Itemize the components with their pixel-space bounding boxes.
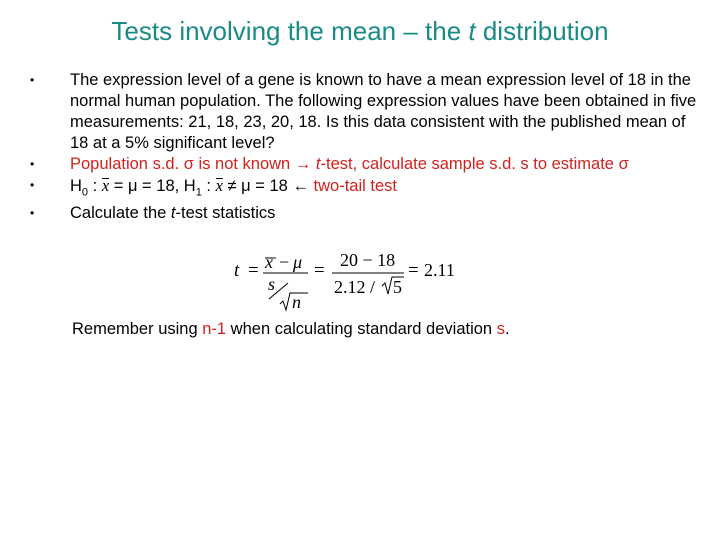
formula-equals: = [248, 260, 259, 281]
mu-symbol: μ [127, 177, 138, 195]
bullet-dot: • [30, 178, 35, 192]
value-text: = 18, H [137, 177, 196, 195]
sigma-symbol: σ [618, 155, 629, 173]
formula-minus: − [279, 252, 290, 272]
x-bar-symbol: x [215, 176, 223, 195]
bullet-text: Calculate the [70, 204, 171, 223]
sigma-symbol: σ [183, 155, 194, 173]
value-text: = 18 [250, 177, 293, 195]
colon: : [88, 177, 102, 195]
formula-equals: = [314, 260, 325, 281]
bullet-text: -test, calculate sample s.d. s to estimate [320, 155, 619, 173]
bullet-text: -test statistics [175, 204, 276, 223]
formula-x: x [265, 252, 273, 272]
mu-symbol: μ [241, 177, 251, 195]
s-symbol: s [496, 320, 505, 338]
title-t: t [468, 16, 476, 46]
formula-n: n [292, 292, 301, 312]
bullet-item [30, 203, 700, 224]
formula-sqrt-value: 5 [393, 277, 402, 297]
note-text: when calculating standard deviation [226, 320, 497, 338]
formula-mu: μ [293, 252, 303, 272]
remember-note [72, 320, 510, 339]
title-prefix: Tests involving the mean – the [111, 16, 469, 46]
h1-subscript: 1 [195, 186, 202, 199]
slide-title [0, 16, 720, 47]
h-label: H [70, 177, 82, 195]
bullet-list [30, 70, 700, 224]
right-arrow-icon: → [294, 155, 312, 173]
bullet-item [30, 175, 700, 203]
x-bar-symbol: x [101, 176, 110, 195]
bullet-dot: • [30, 73, 35, 87]
left-arrow-icon: ← [292, 177, 309, 195]
bullet-text: is not known [193, 155, 295, 173]
t-statistic-formula [232, 246, 462, 314]
note-period: . [504, 320, 510, 338]
formula-numerator: 20 − 18 [340, 250, 396, 270]
formula-s: s [268, 274, 276, 294]
formula-result: 2.11 [424, 260, 455, 280]
two-tail-label: two-tail test [308, 177, 397, 195]
note-text: Remember using [72, 320, 203, 338]
t-italic: t [170, 204, 176, 223]
title-suffix: distribution [475, 16, 609, 46]
t-italic: t [315, 155, 321, 173]
bullet-dot: • [30, 157, 35, 171]
bullet-text: The expression level of a gene is known to have a mean expression level of 18 in the normal human population. The following expression values have been obtained in five measurements: 21, 18, 23, 20, 18. Is this data consistent with the published mean of 18 at a 5% significant level? [70, 71, 697, 152]
formula-svg [232, 246, 462, 314]
formula-denominator: 2.12 / [334, 277, 376, 297]
bullet-dot: • [30, 206, 35, 221]
colon: : [201, 177, 216, 195]
n-minus-1: n-1 [202, 320, 227, 338]
bullet-item [30, 154, 700, 175]
bullet-item [30, 70, 700, 154]
formula-t: t [234, 260, 240, 281]
equals: = [109, 177, 128, 195]
h0-subscript: 0 [81, 186, 89, 199]
not-equal: ≠ [222, 177, 242, 195]
formula-equals: = [408, 260, 419, 281]
bullet-text: Population s.d. [70, 155, 184, 173]
